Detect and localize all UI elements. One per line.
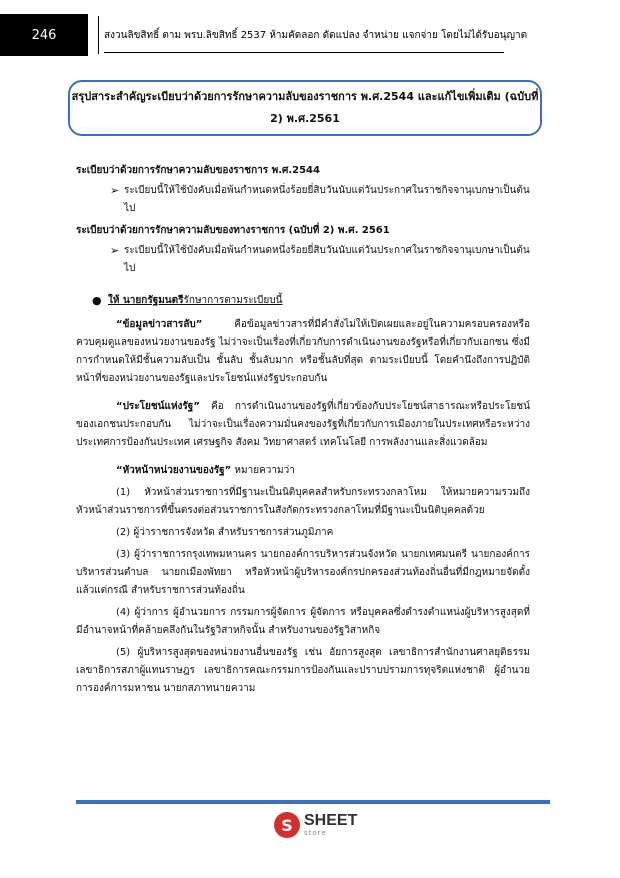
filled-circle-bullet-icon: ● (92, 294, 102, 307)
bullet-rest-text: รักษาการตามระเบียบนี้ (183, 295, 283, 306)
numbered-item-4: (4) ผู้ว่าการ ผู้อำนวยการ กรรมการผู้จัดการ ผู้จัดการ หรือบุคคลซึ่งดำรงตำแหน่งผู้บริหารสูงสุดที่มีอำนาจหน้าที่คล้ายคลึงกันในรัฐวิสาหกิจนั้น สำหรับงานของรัฐวิสาหกิจ (76, 607, 530, 636)
document-body (76, 158, 530, 702)
definition-text: หมายความว่า (231, 465, 295, 476)
definition-term: “หัวหน้าหน่วยงานของรัฐ” (116, 465, 232, 476)
definition-secret-info (76, 316, 530, 388)
right-arrowhead-icon: ➢ (110, 244, 120, 257)
footer-rule (76, 800, 550, 804)
definition-text: คือข้อมูลข่าวสารที่มีคำสั่งไม่ให้เปิดเผยและอยู่ในความครอบครองหรือควบคุมดูแลของหน่วยงานของรัฐ ไม่ว่าจะเป็นเรื่องที่เกี่ยวกับการดำเนินงานของรัฐหรือที่เกี่ยวกับเอกชน ซึ่งมีการกำหนดให้มีชั้นความลับเป็น ชั้นลับ ชั้นลับมาก หรือชั้นลับที่สุด ตามระเบียบนี้ โดยคำนึงถึงการปฏิบัติหน้าที่ของหน่วยงานของรัฐและประโยชน์แห่งรัฐประกอบกัน (76, 319, 530, 384)
header-divider (98, 16, 99, 54)
list-item (76, 242, 530, 278)
list-item (76, 182, 530, 218)
list-item-text: ระเบียบนี้ให้ใช้บังคับเมื่อพ้นกำหนดหนึ่งร้อยยี่สิบวันนับแต่วันประกาศในราชกิจจานุเบกษาเป็นต้นไป (124, 185, 530, 214)
logo-wordmark (304, 813, 357, 837)
numbered-item-5: (5) ผู้บริหารสูงสุดของหน่วยงานอื่นของรัฐ เช่น อัยการสูงสุด เลขาธิการสำนักงานศาลยุติธรรม เลขาธิการสภาผู้แทนราษฎร เลขาธิการคณะกรรมการป้องกันและปราบปรามการทุจริตแห่งชาติ ผู้อำนวยการองค์การมหาชน นายกสภาทนายความ (76, 647, 530, 694)
definition-agency-head (76, 462, 530, 480)
title-line-1: สรุปสาระสำคัญระเบียบว่าด้วยการรักษาความลับของราชการ พ.ศ.2544 และแก้ไขเพิ่มเติม (ฉบับที่ (71, 90, 539, 103)
bullet-enforcement (76, 292, 530, 310)
section-heading-2544: ระเบียบว่าด้วยการรักษาความลับของราชการ พ.ศ.2544 (76, 165, 320, 176)
page-header (0, 14, 620, 56)
bullet-bold-text: ให้ นายกรัฐมนตรี (108, 295, 184, 306)
header-underline (104, 52, 504, 53)
page-number: 246 (0, 14, 88, 56)
copyright-notice: สงวนลิขสิทธิ์ ตาม พรบ.ลิขสิทธิ์ 2537 ห้ามคัดลอก ดัดแปลง จำหน่าย แจกจ่าย โดยไม่ได้รับอนุญาต (104, 30, 528, 41)
definition-term: “ประโยชน์แห่งรัฐ” (116, 401, 200, 412)
section-heading-2561: ระเบียบว่าด้วยการรักษาความลับของทางราชการ (ฉบับที่ 2) พ.ศ. 2561 (76, 225, 390, 236)
list-item-text: ระเบียบนี้ให้ใช้บังคับเมื่อพ้นกำหนดหนึ่งร้อยยี่สิบวันนับแต่วันประกาศในราชกิจจานุเบกษาเป็นต้นไป (124, 245, 530, 274)
numbered-item-3: (3) ผู้ว่าราชการกรุงเทพมหานคร นายกองค์การบริหารส่วนจังหวัด นายกเทศมนตรี นายกองค์การบริหารส่วนตำบล นายกเมืองพัทยา หรือหัวหน้าผู้บริหารองค์กรปกครองส่วนท้องถิ่นอื่นที่มีกฎหมายจัดตั้ง แล้วแต่กรณี สำหรับราชการส่วนท้องถิ่น (76, 549, 530, 596)
definition-term: “ข้อมูลข่าวสารลับ” (116, 319, 203, 330)
definition-text: คือ การดำเนินงานของรัฐที่เกี่ยวข้องกับประโยชน์สาธารณะหรือประโยชน์ของเอกชนประกอบกัน ไม่ว่าจะเป็นเรื่องความมั่นคงของรัฐที่เกี่ยวกับการเมืองภายในประเทศหรือระหว่างประเทศการป้องกันประเทศ เศรษฐกิจ สังคม วิทยาศาสตร์ เทคโนโลยี การพลังงานและสิ่งแวดล้อม (76, 401, 530, 448)
logo-name: SHEET (304, 812, 358, 829)
right-arrowhead-icon: ➢ (110, 184, 120, 197)
document-title-box (68, 80, 542, 136)
logo-s-icon: S (274, 812, 300, 838)
numbered-item-2: (2) ผู้ว่าราชการจังหวัด สำหรับราชการส่วนภูมิภาค (116, 527, 334, 538)
logo-sub: store (304, 829, 327, 837)
title-line-2: 2) พ.ศ.2561 (270, 112, 340, 125)
sheet-store-logo (274, 812, 357, 838)
definition-state-benefit (76, 398, 530, 452)
numbered-item-1: (1) หัวหน้าส่วนราชการที่มีฐานะเป็นนิติบุคคลสำหรับกระทรวงกลาโหม ให้หมายความรวมถึงหัวหน้าส่วนราชการที่ขึ้นตรงต่อส่วนราชการในสังกัดกระทรวงกลาโหมที่มีฐานะเป็นนิติบุคคลด้วย (76, 487, 530, 516)
